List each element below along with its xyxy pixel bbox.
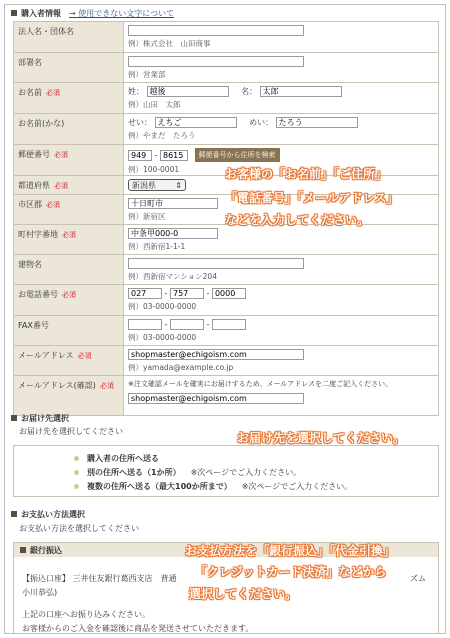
row-zip: 郵便番号 必須 949 - 8615 郵便番号から住所を検索 例）100-0001 (13, 145, 439, 176)
unusable-chars-link[interactable]: → 使用できない文字について (69, 8, 175, 18)
payment-note-1: 上記の口座へお振り込みください。 (22, 610, 150, 619)
email-confirm-note: ※注文確認メールを確実にお届けするため、メールアドレスを二度ご記入ください。 (128, 380, 393, 388)
tel3-input[interactable]: 0000 (212, 288, 246, 299)
required-mark: 必須 (62, 291, 76, 299)
kana-example: 例）やまだ たろう (128, 131, 196, 140)
select-arrow-icon: ⇕ (175, 181, 182, 190)
required-mark: 必須 (99, 382, 114, 390)
kana-label: お名前(かな) (18, 119, 65, 128)
payment-section-header (11, 508, 85, 520)
purchaser-title: 購入者情報 (21, 8, 61, 18)
overlay-payment-instruction-2: 「クレジットカード決済」などから (195, 565, 387, 579)
radio-icon[interactable] (74, 470, 79, 475)
row-email-confirm (13, 376, 439, 416)
company-label: 法人名・団体名 (14, 22, 124, 52)
row-fax: FAX番号 - - 例）03-0000-0000 (13, 316, 439, 346)
tel-example: 例）03-0000-0000 (128, 302, 197, 311)
sei-kana-label: せい： (128, 118, 152, 127)
fax-label: FAX番号 (18, 321, 49, 330)
section-bullet-icon (11, 10, 17, 16)
required-mark: 必須 (54, 182, 68, 190)
radio-icon[interactable] (74, 484, 79, 489)
name-example: 例）山田 太郎 (128, 100, 181, 109)
sei-label: 姓： (128, 87, 144, 96)
zip1-input[interactable]: 949 (128, 150, 152, 161)
overlay-delivery-instruction: お届け先を選択してください。 (237, 431, 406, 445)
row-town (13, 225, 439, 255)
payment-subtitle: お支払い方法を選択してください (19, 524, 139, 533)
city-label: 市区郡 (18, 200, 42, 209)
tel1-input[interactable]: 027 (128, 288, 162, 299)
city-input[interactable]: 十日町市 (128, 198, 218, 209)
row-building (13, 255, 439, 285)
town-input[interactable]: 中条甲000-0 (128, 228, 218, 239)
fax2-input[interactable] (170, 319, 204, 330)
delivery-title: お届け先選択 (21, 413, 69, 423)
account-holder: 小川恭弘) (22, 588, 58, 597)
mei-input[interactable]: 太郎 (260, 86, 342, 97)
name-label: お名前 (18, 88, 42, 97)
mei-label: 名： (241, 87, 258, 96)
purchaser-section-header (11, 7, 174, 19)
fax-example: 例）03-0000-0000 (128, 333, 197, 342)
account-line: 【振込口座】 三井住友銀行葛西支店 普通 (22, 574, 177, 583)
radio-icon[interactable] (74, 456, 79, 461)
company-example: 例）株式会社 山田商事 (128, 39, 211, 48)
overlay-payment-instruction-1: お支払方法を「銀行振込」「代金引換」 (185, 544, 396, 558)
required-mark: 必須 (62, 231, 76, 239)
row-company (13, 22, 439, 53)
dept-input[interactable] (128, 56, 304, 67)
building-example: 例）西新宿マンション204 (128, 272, 217, 281)
row-dept (13, 53, 439, 83)
sei-input[interactable]: 越後 (147, 86, 229, 97)
city-example: 例）新宿区 (128, 212, 166, 221)
building-input[interactable] (128, 258, 304, 269)
tel2-input[interactable]: 757 (170, 288, 204, 299)
delivery-option[interactable]: 別の住所へ送る（1か所） ※次ページでご入力ください。 (74, 465, 438, 479)
zip2-input[interactable]: 8615 (160, 150, 188, 161)
delivery-options-box (13, 445, 439, 497)
email-confirm-input[interactable]: shopmaster@echigoism.com (128, 393, 304, 404)
overlay-input-instruction-3: などを入力してください。 (225, 213, 370, 227)
town-label: 町村字番地 (18, 230, 58, 239)
delivery-option[interactable]: 購入者の住所へ送る (74, 451, 438, 465)
bank-transfer-title: 銀行振込 (30, 545, 62, 555)
section-bullet-icon (11, 415, 17, 421)
row-email (13, 346, 439, 376)
dept-example: 例）営業部 (128, 70, 166, 79)
mei-kana-input[interactable]: たろう (276, 117, 358, 128)
overlay-payment-instruction-3: 選択してください。 (189, 587, 298, 601)
row-kana (13, 114, 439, 145)
delivery-option[interactable]: 複数の住所へ送る（最大100か所まで） ※次ページでご入力ください。 (74, 479, 438, 493)
email-input[interactable]: shopmaster@echigoism.com (128, 349, 304, 360)
email-confirm-label: メールアドレス(確認) (18, 381, 96, 390)
payment-note-2: お客様からのご入金を確認後に商品を発送させていただきます。 (22, 624, 254, 633)
row-tel: お電話番号 必須 027 - 757 - 0000 例）03-0000-0000 (13, 285, 439, 316)
page-frame (4, 4, 446, 634)
pref-label: 都道府県 (18, 181, 50, 190)
address-search-button[interactable]: 郵便番号から住所を検索 (195, 148, 280, 162)
account-line-tail: ズム (410, 574, 426, 583)
delivery-subtitle: お届け先を選択してください (19, 427, 123, 436)
email-label: メールアドレス (18, 351, 74, 360)
pref-select[interactable]: 新潟県 ⇕ (128, 179, 186, 191)
mei-kana-label: めい： (249, 118, 274, 127)
email-example: 例）yamada@example.co.jp (128, 363, 234, 372)
overlay-input-instruction-2: 「電話番号」「メールアドレス」 (225, 191, 399, 205)
required-mark: 必須 (46, 89, 60, 97)
building-label: 建物名 (18, 260, 42, 269)
row-name (13, 83, 439, 114)
company-input[interactable] (128, 25, 304, 36)
dept-label: 部署名 (18, 58, 42, 67)
payment-title: お支払い方法選択 (21, 509, 85, 519)
fax3-input[interactable] (212, 319, 246, 330)
town-example: 例）西新宿1-1-1 (128, 242, 186, 251)
required-mark: 必須 (46, 201, 60, 209)
section-bullet-icon (20, 547, 26, 553)
overlay-input-instruction-1: お客様の「お名前」「ご住所」 (225, 167, 388, 181)
sei-kana-input[interactable]: えちご (155, 117, 237, 128)
delivery-section-header (11, 412, 69, 424)
required-mark: 必須 (54, 151, 68, 159)
section-bullet-icon (11, 511, 17, 517)
zip-example: 例）100-0001 (128, 165, 180, 174)
zip-label: 郵便番号 (18, 150, 50, 159)
fax1-input[interactable] (128, 319, 162, 330)
required-mark: 必須 (77, 352, 92, 360)
tel-label: お電話番号 (18, 290, 58, 299)
